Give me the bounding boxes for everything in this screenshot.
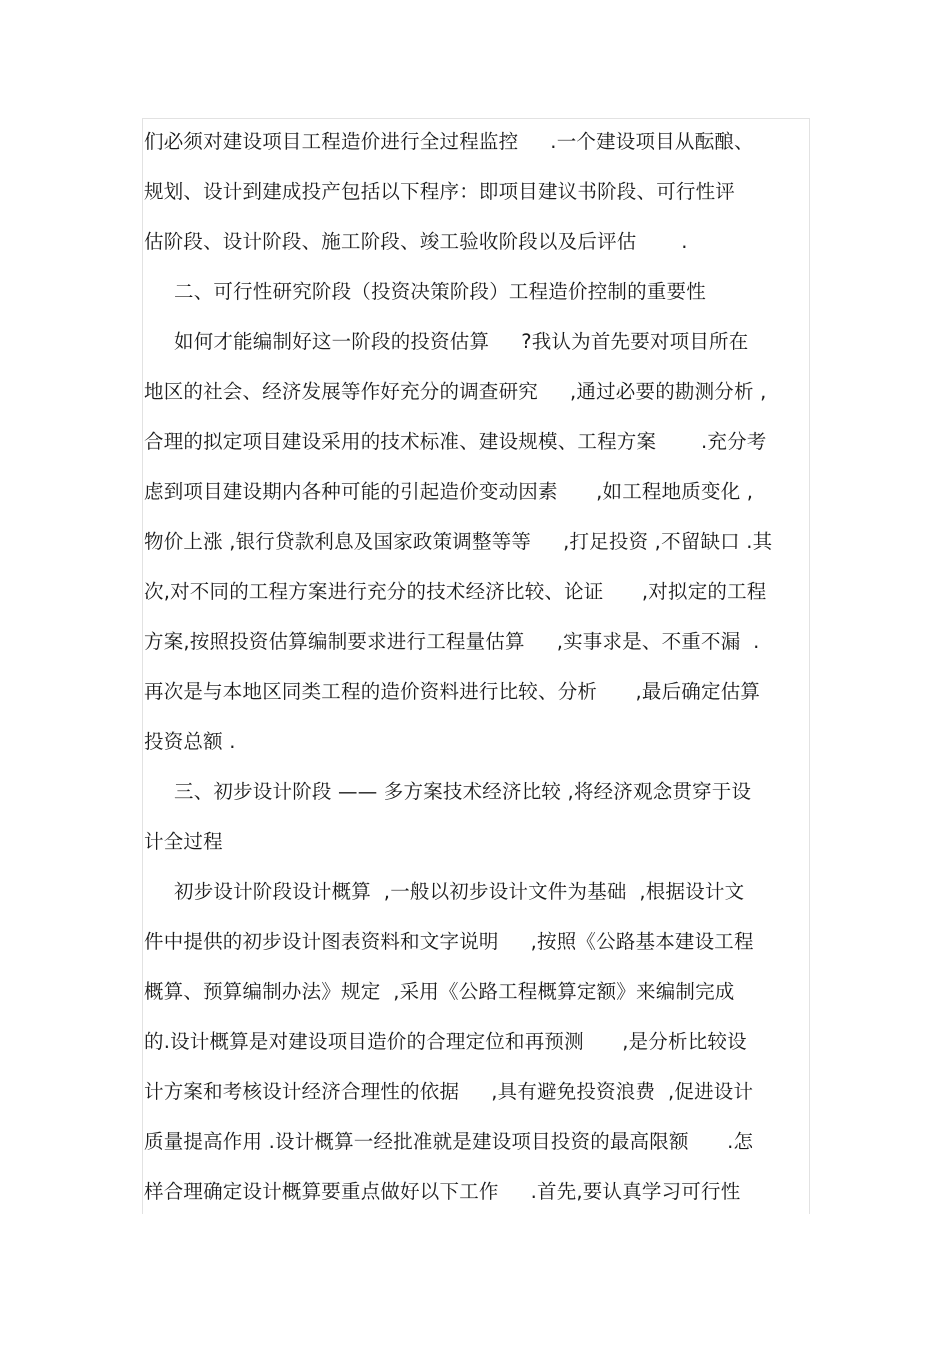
text-line: 三、初步设计阶段 —— 多方案技术经济比较 ,将经济观念贯穿于设 — [174, 780, 752, 803]
text-line: 计全过程 — [144, 830, 223, 853]
text-line: 规划、设计到建成投产包括以下程序：即项目建议书阶段、可行性评 — [144, 180, 736, 203]
text-line: 的.设计概算是对建设项目造价的合理定位和再预测 ,是分析比较设 — [144, 1030, 747, 1053]
text-line: 合理的拟定项目建设采用的技术标准、建设规模、工程方案 .充分考 — [144, 430, 767, 453]
text-line: 次,对不同的工程方案进行充分的技术经济比较、论证 ,对拟定的工程 — [144, 580, 767, 603]
text-line: 再次是与本地区同类工程的造价资料进行比较、分析 ,最后确定估算 — [144, 680, 761, 703]
document-body — [144, 117, 814, 1217]
text-line: 计方案和考核设计经济合理性的依据 ,具有避免投资浪费 ,促进设计 — [144, 1080, 754, 1103]
text-line: 概算、预算编制办法》规定 ,采用《公路工程概算定额》来编制完成 — [144, 980, 735, 1003]
text-line: 件中提供的初步设计图表资料和文字说明 ,按照《公路基本建设工程 — [144, 930, 754, 953]
text-line: 质量提高作用 .设计概算一经批准就是建设项目投资的最高限额 .怎 — [144, 1130, 754, 1153]
text-line: 物价上涨 ,银行贷款利息及国家政策调整等等 ,打足投资 ,不留缺口 .其 — [144, 530, 773, 553]
text-line: 方案,按照投资估算编制要求进行工程量估算 ,实事求是、不重不漏 . — [144, 630, 760, 653]
text-line: 投资总额 . — [144, 730, 236, 753]
text-line: 地区的社会、经济发展等作好充分的调查研究 ,通过必要的勘测分析 , — [144, 380, 767, 403]
text-line: 二、可行性研究阶段（投资决策阶段）工程造价控制的重要性 — [174, 280, 706, 303]
text-line: 估阶段、设计阶段、施工阶段、竣工验收阶段以及后评估 . — [144, 230, 688, 253]
text-line: 初步设计阶段设计概算 ,一般以初步设计文件为基础 ,根据设计文 — [174, 880, 745, 903]
text-line: 虑到项目建设期内各种可能的引起造价变动因素 ,如工程地质变化 , — [144, 480, 754, 503]
text-line: 如何才能编制好这一阶段的投资估算 ?我认为首先要对项目所在 — [174, 330, 749, 353]
text-line: 们必须对建设项目工程造价进行全过程监控 .一个建设项目从酝酿、 — [144, 130, 754, 153]
text-line: 样合理确定设计概算要重点做好以下工作 .首先,要认真学习可行性 — [144, 1180, 741, 1203]
